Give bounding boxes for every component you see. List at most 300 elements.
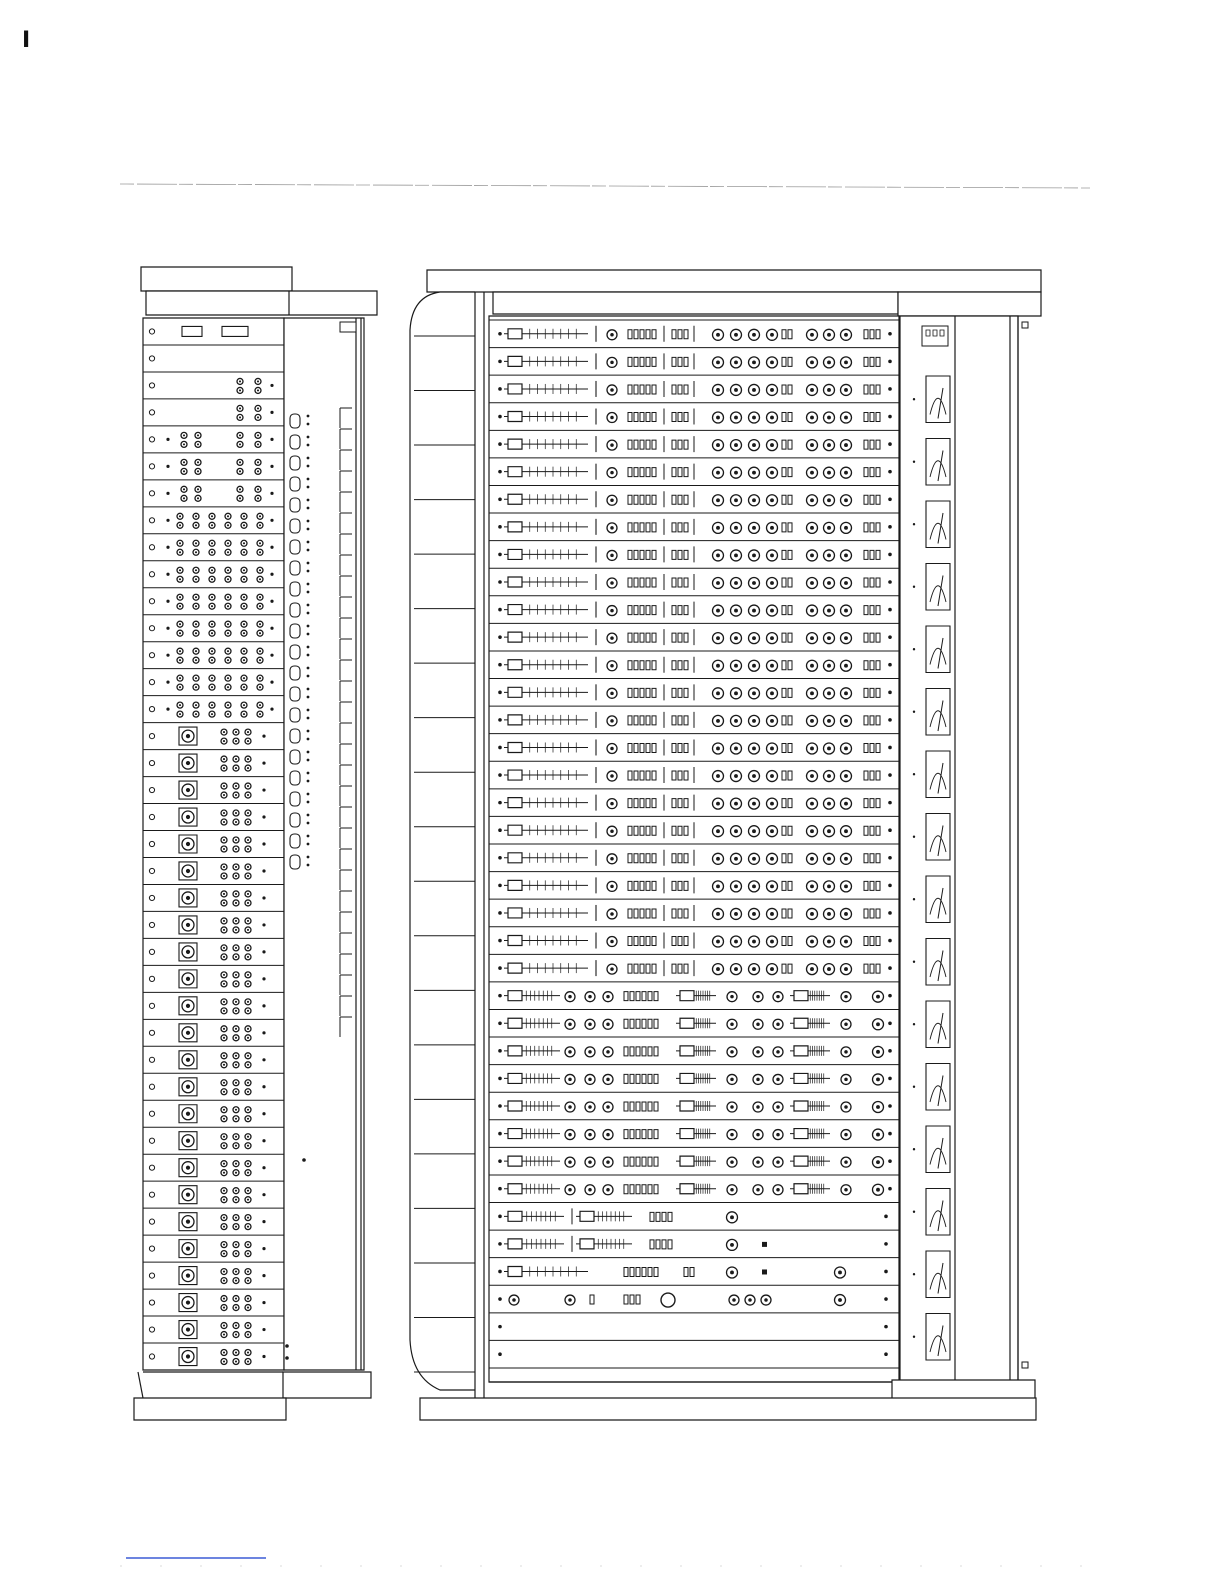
screw-icon xyxy=(149,491,154,496)
push-button xyxy=(668,1212,672,1221)
knob-center xyxy=(756,1050,760,1054)
knob-center xyxy=(179,551,181,553)
knob-center xyxy=(770,636,774,640)
knob-center xyxy=(186,1247,190,1251)
knob-center xyxy=(730,1243,734,1247)
push-button xyxy=(876,330,880,339)
knob-center xyxy=(716,636,720,640)
push-button xyxy=(788,661,792,670)
push-button xyxy=(672,413,676,422)
push-button xyxy=(630,1047,634,1056)
knob-center xyxy=(247,1360,249,1362)
knob-center xyxy=(610,719,614,723)
knob-center xyxy=(756,1078,760,1082)
push-button xyxy=(634,495,638,504)
push-button xyxy=(876,854,880,863)
knob-center xyxy=(752,636,756,640)
knob-center xyxy=(247,821,249,823)
knob-center xyxy=(239,461,241,463)
knob-center xyxy=(610,416,614,420)
screw-icon xyxy=(149,1273,154,1278)
knob-center xyxy=(247,794,249,796)
knob-center xyxy=(844,747,848,751)
knob-center xyxy=(844,664,848,668)
push-button xyxy=(646,413,650,422)
knob-center xyxy=(223,902,225,904)
push-button xyxy=(672,495,676,504)
push-button xyxy=(876,413,880,422)
push-button xyxy=(672,688,676,697)
dot xyxy=(307,486,310,489)
knob-center xyxy=(770,360,774,364)
dot xyxy=(307,646,310,649)
push-button xyxy=(628,633,632,642)
screw-icon xyxy=(149,437,154,442)
knob-center xyxy=(844,553,848,557)
push-button xyxy=(672,468,676,477)
knob-center xyxy=(235,875,237,877)
knob-center xyxy=(227,623,229,625)
knob-center xyxy=(827,774,831,778)
knob-center xyxy=(235,821,237,823)
push-button xyxy=(652,661,656,670)
fader-cap xyxy=(508,1129,522,1139)
knob-center xyxy=(810,664,814,668)
knob-center xyxy=(770,940,774,944)
push-button xyxy=(788,413,792,422)
push-button xyxy=(788,330,792,339)
dot xyxy=(270,708,273,711)
dot xyxy=(498,884,502,888)
push-button xyxy=(870,661,874,670)
dot xyxy=(888,580,892,584)
push-button xyxy=(864,606,868,615)
knob-center xyxy=(844,471,848,475)
knob-center xyxy=(827,664,831,668)
push-button xyxy=(654,1074,658,1083)
knob-center xyxy=(844,774,848,778)
knob-center xyxy=(247,1064,249,1066)
knob-center xyxy=(211,650,213,652)
knob-center xyxy=(770,884,774,888)
dot xyxy=(262,1166,265,1169)
knob-center xyxy=(235,1001,237,1003)
push-button xyxy=(668,1240,672,1249)
push-button xyxy=(640,413,644,422)
push-button xyxy=(678,909,682,918)
knob-center xyxy=(223,1333,225,1335)
knob-center xyxy=(247,1199,249,1201)
knob-center xyxy=(776,1050,780,1054)
push-button xyxy=(672,771,676,780)
knob-center xyxy=(810,912,814,916)
dot xyxy=(262,1112,265,1115)
knob-center xyxy=(827,360,831,364)
knob-center xyxy=(257,461,259,463)
knob-center xyxy=(223,1028,225,1030)
push-button xyxy=(646,633,650,642)
push-button xyxy=(864,385,868,394)
push-button xyxy=(628,330,632,339)
knob-center xyxy=(734,774,738,778)
push-button xyxy=(646,854,650,863)
knob-center xyxy=(610,857,614,861)
push-button xyxy=(870,330,874,339)
patch-jack xyxy=(290,771,300,785)
push-button xyxy=(630,1295,634,1304)
push-button xyxy=(876,909,880,918)
knob-center xyxy=(734,691,738,695)
knob-center xyxy=(810,471,814,475)
knob-center xyxy=(235,1333,237,1335)
screw-icon xyxy=(149,814,154,819)
knob-center xyxy=(235,1172,237,1174)
patch-jack xyxy=(290,708,300,722)
knob-center xyxy=(827,719,831,723)
knob-center xyxy=(235,983,237,985)
push-button xyxy=(876,495,880,504)
push-button xyxy=(788,606,792,615)
knob-center xyxy=(243,704,245,706)
push-button xyxy=(652,440,656,449)
push-button xyxy=(684,495,688,504)
knob-center xyxy=(730,1188,734,1192)
push-button xyxy=(624,1157,628,1166)
dot xyxy=(498,1187,502,1191)
push-button xyxy=(870,716,874,725)
dot xyxy=(262,815,265,818)
knob-center xyxy=(716,333,720,337)
knob-center xyxy=(235,1055,237,1057)
knob-center xyxy=(243,596,245,598)
knob-center xyxy=(770,747,774,751)
knob-center xyxy=(239,470,241,472)
push-button xyxy=(640,330,644,339)
knob-center xyxy=(247,1172,249,1174)
knob-center xyxy=(183,488,185,490)
patch-header xyxy=(340,322,356,332)
push-button xyxy=(678,826,682,835)
knob-center xyxy=(195,542,197,544)
knob-center xyxy=(844,1023,848,1027)
knob-center xyxy=(730,1050,734,1054)
dot xyxy=(166,600,169,603)
push-button xyxy=(870,523,874,532)
knob-center xyxy=(752,388,756,392)
dot xyxy=(498,1215,502,1219)
push-button xyxy=(782,330,786,339)
knob-center xyxy=(223,1145,225,1147)
knob-center xyxy=(235,1307,237,1309)
push-button xyxy=(624,992,628,1001)
fader-cap xyxy=(508,1018,522,1028)
knob-center xyxy=(716,471,720,475)
knob-center xyxy=(827,471,831,475)
dot xyxy=(498,1077,502,1081)
push-button xyxy=(782,661,786,670)
push-button xyxy=(642,1102,646,1111)
knob-center xyxy=(247,1351,249,1353)
knob-center xyxy=(810,719,814,723)
knob-center xyxy=(610,443,614,447)
dot xyxy=(307,612,310,615)
knob-center xyxy=(197,461,199,463)
push-button xyxy=(642,1130,646,1139)
dot xyxy=(913,461,915,463)
push-button xyxy=(672,909,676,918)
dot xyxy=(166,465,169,468)
knob-center xyxy=(734,636,738,640)
knob-center xyxy=(734,857,738,861)
knob-center xyxy=(195,623,197,625)
patch-jack xyxy=(290,561,300,575)
patch-jack xyxy=(290,519,300,533)
push-button xyxy=(634,550,638,559)
push-button xyxy=(870,495,874,504)
knob-center xyxy=(588,1023,592,1027)
push-button xyxy=(788,688,792,697)
knob-center xyxy=(211,686,213,688)
push-button xyxy=(640,633,644,642)
knob-center xyxy=(776,1133,780,1137)
dot xyxy=(270,411,273,414)
knob-center xyxy=(827,691,831,695)
push-button xyxy=(864,964,868,973)
knob-center xyxy=(568,1050,572,1054)
knob-center xyxy=(247,758,249,760)
push-button xyxy=(864,799,868,808)
push-button xyxy=(646,523,650,532)
knob-center xyxy=(239,389,241,391)
knob-center xyxy=(227,578,229,580)
knob-center xyxy=(716,691,720,695)
knob-center xyxy=(734,498,738,502)
dot xyxy=(270,627,273,630)
knob-center xyxy=(227,551,229,553)
knob-center xyxy=(257,488,259,490)
push-button xyxy=(788,854,792,863)
push-button xyxy=(624,1295,628,1304)
knob-center xyxy=(716,967,720,971)
knob-center xyxy=(844,1160,848,1164)
push-button xyxy=(652,826,656,835)
push-button xyxy=(672,606,676,615)
fader-cap xyxy=(508,880,522,890)
knob-center xyxy=(827,884,831,888)
knob-center xyxy=(844,912,848,916)
knob-center xyxy=(770,471,774,475)
patch-jack xyxy=(290,813,300,827)
push-button xyxy=(788,964,792,973)
dot xyxy=(498,1325,502,1329)
push-button xyxy=(652,854,656,863)
dot xyxy=(498,580,502,584)
push-button xyxy=(656,1212,660,1221)
push-button xyxy=(684,523,688,532)
push-button xyxy=(628,578,632,587)
push-button xyxy=(672,357,676,366)
push-button xyxy=(782,854,786,863)
dot xyxy=(270,600,273,603)
dot xyxy=(166,438,169,441)
knob-center xyxy=(235,1351,237,1353)
knob-center xyxy=(770,664,774,668)
push-button xyxy=(634,909,638,918)
knob-center xyxy=(227,605,229,607)
push-button xyxy=(788,881,792,890)
push-button xyxy=(628,606,632,615)
knob-center xyxy=(568,1160,572,1164)
push-button xyxy=(864,661,868,670)
dot xyxy=(913,1023,915,1025)
knob-center xyxy=(770,774,774,778)
knob-center xyxy=(227,632,229,634)
push-button xyxy=(870,799,874,808)
push-button xyxy=(782,633,786,642)
dot xyxy=(498,1132,502,1136)
push-button xyxy=(628,743,632,752)
knob-center xyxy=(211,623,213,625)
fader-cap xyxy=(794,1101,808,1111)
push-button xyxy=(652,495,656,504)
knob-center xyxy=(227,677,229,679)
dot xyxy=(913,1336,915,1338)
knob-center xyxy=(235,848,237,850)
knob-center xyxy=(186,815,190,819)
knob-center xyxy=(756,1023,760,1027)
knob-center xyxy=(243,623,245,625)
knob-center xyxy=(247,866,249,868)
knob-center xyxy=(610,554,614,558)
knob-center xyxy=(734,471,738,475)
dot xyxy=(166,654,169,657)
fader-cap xyxy=(794,1184,808,1194)
dot xyxy=(307,793,310,796)
dot xyxy=(888,553,892,557)
push-button xyxy=(684,854,688,863)
knob-center xyxy=(752,471,756,475)
knob-center xyxy=(235,1253,237,1255)
knob-center xyxy=(247,785,249,787)
knob-center xyxy=(716,443,720,447)
knob-center xyxy=(235,893,237,895)
dot xyxy=(888,856,892,860)
fader-cap xyxy=(580,1239,594,1249)
fader-cap xyxy=(794,1156,808,1166)
knob-center xyxy=(179,569,181,571)
push-button xyxy=(652,964,656,973)
knob-center xyxy=(235,974,237,976)
dot xyxy=(498,773,502,777)
knob-center xyxy=(223,1351,225,1353)
push-button xyxy=(870,909,874,918)
push-button xyxy=(870,578,874,587)
knob-center xyxy=(186,869,190,873)
knob-center xyxy=(776,1105,780,1109)
fader-cap xyxy=(508,384,522,394)
dot xyxy=(307,654,310,657)
knob-center xyxy=(606,1188,610,1192)
knob-center xyxy=(247,1145,249,1147)
knob-center xyxy=(770,609,774,613)
knob-center xyxy=(211,632,213,634)
knob-center xyxy=(235,947,237,949)
knob-center xyxy=(568,1298,572,1302)
knob-center xyxy=(838,1271,842,1275)
push-button xyxy=(684,771,688,780)
push-button xyxy=(864,743,868,752)
knob-center xyxy=(186,1300,190,1304)
knob-center xyxy=(588,1160,592,1164)
push-button xyxy=(684,909,688,918)
push-button xyxy=(684,799,688,808)
knob-center xyxy=(243,686,245,688)
knob-center xyxy=(810,581,814,585)
knob-center xyxy=(247,1298,249,1300)
knob-center xyxy=(568,1023,572,1027)
push-button xyxy=(864,578,868,587)
dot xyxy=(888,1049,892,1053)
screw-icon xyxy=(149,895,154,900)
push-button xyxy=(634,688,638,697)
left-top-cap xyxy=(141,267,292,291)
knob-center xyxy=(186,896,190,900)
knob-center xyxy=(752,829,756,833)
push-button xyxy=(672,330,676,339)
push-button xyxy=(782,716,786,725)
dot xyxy=(307,415,310,418)
push-button xyxy=(648,1157,652,1166)
knob-center xyxy=(716,498,720,502)
knob-center xyxy=(223,848,225,850)
knob-center xyxy=(827,802,831,806)
knob-center xyxy=(235,767,237,769)
dot xyxy=(262,1031,265,1034)
push-button xyxy=(652,523,656,532)
push-button xyxy=(782,357,786,366)
push-button xyxy=(648,1047,652,1056)
knob-center xyxy=(568,1188,572,1192)
push-button xyxy=(640,799,644,808)
knob-center xyxy=(247,1190,249,1192)
bridge-screw xyxy=(1022,322,1028,328)
dot xyxy=(888,470,892,474)
push-button xyxy=(678,743,682,752)
knob-center xyxy=(186,1327,190,1331)
push-button xyxy=(788,743,792,752)
fader-cap xyxy=(508,549,522,559)
knob-center xyxy=(810,553,814,557)
knob-center xyxy=(259,659,261,661)
knob-center xyxy=(844,995,848,999)
push-button xyxy=(624,1019,628,1028)
knob-center xyxy=(810,967,814,971)
knob-center xyxy=(810,884,814,888)
push-button xyxy=(684,440,688,449)
push-button xyxy=(870,385,874,394)
dot xyxy=(913,398,915,400)
push-button xyxy=(876,799,880,808)
push-button xyxy=(876,881,880,890)
push-button xyxy=(634,964,638,973)
knob-center xyxy=(235,1280,237,1282)
push-button xyxy=(628,440,632,449)
knob-center xyxy=(223,731,225,733)
push-button xyxy=(634,743,638,752)
knob-center xyxy=(211,713,213,715)
knob-center xyxy=(235,785,237,787)
push-button xyxy=(788,909,792,918)
